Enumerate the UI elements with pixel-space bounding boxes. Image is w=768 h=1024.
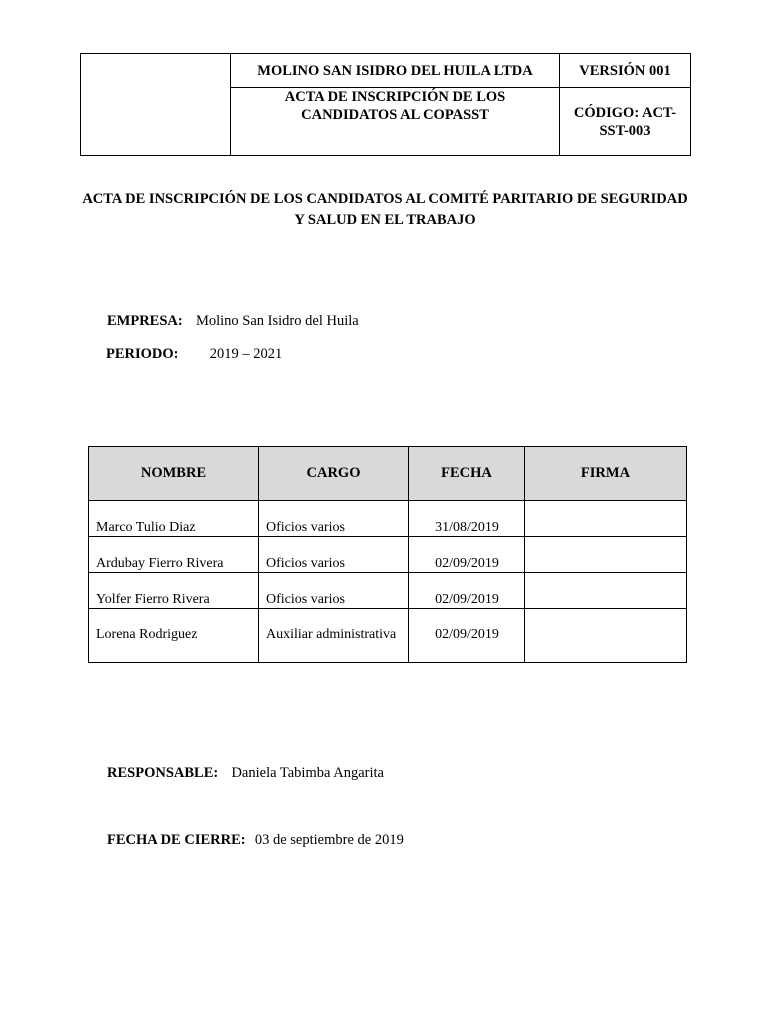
period-field — [106, 346, 282, 363]
version-label: VERSIÓN 001 — [560, 54, 691, 88]
period-value: 2019 – 2021 — [209, 346, 283, 362]
logo-cell — [81, 54, 231, 156]
cell-firma — [525, 573, 687, 609]
cell-fecha: 02/09/2019 — [409, 573, 525, 609]
document-title: ACTA DE INSCRIPCIÓN DE LOS CANDIDATOS AL COMITÉ PARITARIO DE SEGURIDAD Y SALUD EN EL TRABAJO — [82, 191, 688, 228]
column-header-fecha: FECHA — [409, 447, 525, 501]
cell-firma — [525, 501, 687, 537]
company-name: MOLINO SAN ISIDRO DEL HUILA LTDA — [231, 54, 560, 88]
closing-date-label: FECHA DE CIERRE: — [107, 832, 246, 848]
cell-fecha: 31/08/2019 — [409, 501, 525, 537]
cell-cargo: Oficios varios — [259, 501, 409, 537]
cell-cargo: Oficios varios — [259, 537, 409, 573]
table-row — [89, 609, 687, 663]
responsible-label: RESPONSABLE: — [107, 765, 219, 781]
cell-firma — [525, 537, 687, 573]
company-value: Molino San Isidro del Huila — [195, 313, 359, 329]
table-header-row — [89, 447, 687, 501]
column-header-nombre: NOMBRE — [89, 447, 259, 501]
responsible-value: Daniela Tabimba Angarita — [231, 765, 384, 781]
period-label: PERIODO: — [106, 346, 179, 362]
document-code: CÓDIGO: ACT-SST-003 — [560, 88, 691, 156]
cell-nombre: Lorena Rodriguez — [89, 609, 259, 663]
cell-cargo: Oficios varios — [259, 573, 409, 609]
cell-nombre: Ardubay Fierro Rivera — [89, 537, 259, 573]
column-header-firma: FIRMA — [525, 447, 687, 501]
company-label: EMPRESA: — [107, 313, 183, 329]
closing-date-value: 03 de septiembre de 2019 — [254, 832, 404, 848]
cell-nombre: Yolfer Fierro Rivera — [89, 573, 259, 609]
table-row — [89, 537, 687, 573]
closing-date-field — [107, 832, 404, 849]
cell-cargo: Auxiliar administrativa — [259, 609, 409, 663]
cell-firma — [525, 609, 687, 663]
company-field — [107, 313, 359, 330]
document-header — [80, 53, 691, 156]
candidates-table — [88, 446, 687, 663]
cell-nombre: Marco Tulio Diaz — [89, 501, 259, 537]
cell-fecha: 02/09/2019 — [409, 537, 525, 573]
table-row — [89, 501, 687, 537]
table-row — [89, 573, 687, 609]
column-header-cargo: CARGO — [259, 447, 409, 501]
responsible-field — [107, 765, 384, 782]
cell-fecha: 02/09/2019 — [409, 609, 525, 663]
act-short-title: ACTA DE INSCRIPCIÓN DE LOS CANDIDATOS AL COPASST — [231, 88, 560, 156]
